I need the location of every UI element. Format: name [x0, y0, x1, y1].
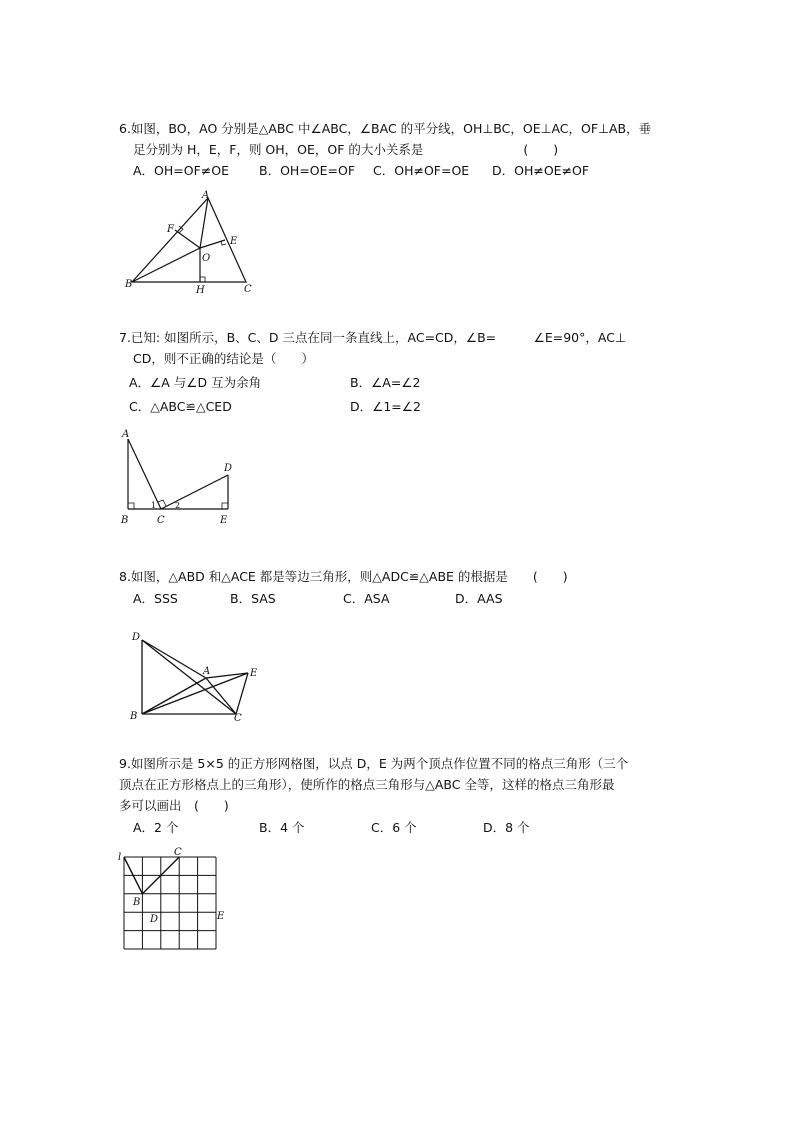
- option-c[interactable]: C．OH≠OF=OE: [373, 163, 470, 178]
- option-a[interactable]: A．SSS: [133, 591, 178, 606]
- question-6-stem-line-1: 6.如图，BO，AO 分别是△ABC 中∠ABC，∠BAC 的平分线，OH⊥BC，OE⊥AC，OF⊥AB，垂: [119, 121, 652, 136]
- question-7: [119, 327, 679, 417]
- segment-dc: [142, 640, 236, 714]
- label-e: E: [220, 515, 228, 526]
- label-a: l: [118, 852, 122, 863]
- label-a: A: [202, 190, 210, 201]
- question-9-stem-line-2: 顶点在正方形格点上的三角形），使所作的格点三角形与△ABC 全等，这样的格点三角形最: [119, 777, 615, 792]
- question-7-stem-line-2: CD，则不正确的结论是（ ）: [133, 351, 314, 366]
- question-6-stem-line-2: 足分别为 H，E，F，则 OH，OE，OF 的大小关系是 ( ): [133, 142, 559, 157]
- option-d[interactable]: D．8 个: [483, 820, 530, 835]
- option-c[interactable]: C．ASA: [343, 591, 390, 606]
- question-9-options: [119, 817, 679, 838]
- option-b[interactable]: B．SAS: [230, 591, 276, 606]
- option-b[interactable]: B．∠A=∠2: [350, 375, 421, 390]
- label-f: F: [167, 224, 174, 235]
- label-o: O: [202, 253, 211, 264]
- question-6-options: [119, 160, 679, 181]
- label-b: B: [133, 897, 141, 908]
- label-a: A: [203, 666, 211, 677]
- question-7-figure: [118, 425, 243, 525]
- right-angle-h: [200, 277, 205, 282]
- label-d: D: [224, 463, 233, 474]
- question-9-figure: [115, 845, 235, 955]
- label-e: E: [230, 236, 238, 247]
- option-a[interactable]: A．∠A 与∠D 互为余角: [129, 375, 262, 390]
- option-d[interactable]: D．OH≠OE≠OF: [492, 163, 590, 178]
- label-e: E: [250, 668, 258, 679]
- option-d[interactable]: D．AAS: [455, 591, 503, 606]
- question-7-stem-line-1: 7.已知: 如图所示，B、C、D 三点在同一条直线上，AC=CD，∠B= ∠E=90°，AC⊥: [119, 330, 626, 345]
- option-c[interactable]: C．△ABC≌△CED: [129, 399, 232, 414]
- question-8-options: [119, 588, 679, 609]
- option-c[interactable]: C．6 个: [371, 820, 417, 835]
- option-a[interactable]: A．OH=OF≠OE: [133, 163, 230, 178]
- question-8-figure: [126, 626, 266, 726]
- option-a[interactable]: A．2 个: [133, 820, 179, 835]
- label-c: C: [157, 515, 165, 526]
- question-6-figure: [122, 190, 262, 295]
- question-9-stem-line-1: 9.如图所示是 5×5 的正方形网格图，以点 D，E 为两个顶点作位置不同的格点三角形（三个: [119, 756, 629, 771]
- label-e: E: [217, 911, 225, 922]
- segment-da: [142, 640, 206, 678]
- label-angle-1: 1: [151, 501, 157, 510]
- question-7-options-row-1: [119, 372, 679, 393]
- segment-ec: [236, 673, 248, 714]
- label-b: B: [130, 711, 138, 722]
- option-b[interactable]: B．4 个: [259, 820, 305, 835]
- question-9-stem-line-3: 多可以画出 ( ): [119, 798, 229, 813]
- right-angle-b: [128, 503, 134, 509]
- label-c: C: [234, 713, 242, 724]
- label-h: H: [196, 285, 205, 296]
- right-angle-e: [222, 503, 228, 509]
- option-b[interactable]: B．OH=OE=OF: [259, 163, 356, 178]
- label-d: D: [150, 914, 159, 925]
- question-7-options-row-2: [119, 396, 679, 417]
- segment-be: [142, 673, 248, 714]
- question-6: [119, 118, 679, 181]
- label-angle-2: 2: [175, 501, 181, 510]
- option-d[interactable]: D．∠1=∠2: [350, 399, 421, 414]
- question-8-stem-line-1: 8.如图，△ABD 和△ACE 都是等边三角形，则△ADC≌△ABE 的根据是 ( ): [119, 569, 568, 584]
- label-b: B: [125, 279, 133, 290]
- label-d: D: [132, 632, 141, 643]
- label-a: A: [122, 429, 130, 440]
- label-b: B: [121, 515, 129, 526]
- question-8: [119, 566, 679, 609]
- question-9: [119, 753, 679, 838]
- label-c: C: [174, 847, 182, 858]
- label-c: C: [244, 284, 252, 295]
- segment-cd: [161, 475, 228, 509]
- segment-bo: [132, 248, 200, 282]
- segment-ac: [128, 439, 161, 509]
